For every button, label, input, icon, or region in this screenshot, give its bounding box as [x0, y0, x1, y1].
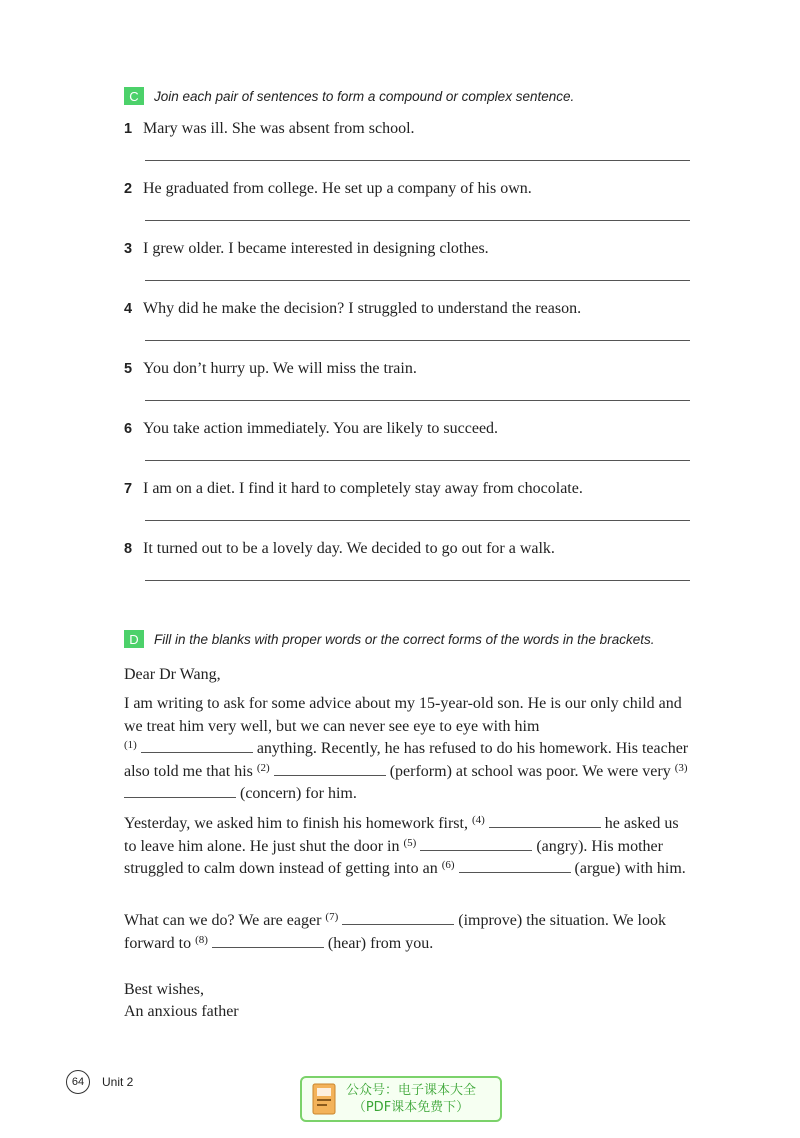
item-sentence: I am on a diet. I find it hard to completely stay away from chocolate.	[143, 480, 583, 497]
item-sentence: You don’t hurry up. We will miss the train.	[143, 360, 417, 377]
section-d-header	[124, 630, 654, 648]
letter-paragraph-2: Yesterday, we asked him to finish his homework first, $^{(4)}$ he asked us to leave him alone. He just shut the door in $^{(5)}$ (angry). His mother struggled to calm down instead of getting into an $^{(6)}$ (argue) with him.	[124, 814, 686, 877]
blank-number: (7)	[325, 911, 339, 923]
answer-line[interactable]	[145, 220, 690, 221]
letter-salutation: Dear Dr Wang,	[124, 666, 221, 683]
exercise-item	[124, 240, 690, 262]
item-number: 4	[124, 301, 133, 317]
answer-line[interactable]	[145, 460, 690, 461]
letter-paragraph-1: I am writing to ask for some advice about my 15-year-old son. He is our only child and we treat him very well, but we can never see eye to eye with him $^{(1)}$ anything. Recently, he has refused to do his homework. His teacher also told me that his $^{(2)}$ (perform) at school was poor. We were very $^{(3)}$ (concern) for him.	[124, 695, 689, 802]
item-number: 3	[124, 241, 133, 257]
section-c-instruction: Join each pair of sentences to form a compound or complex sentence.	[154, 88, 575, 104]
watermark-stamp	[300, 1076, 502, 1122]
section-c-header	[124, 87, 574, 105]
item-sentence: Why did he make the decision? I struggled to understand the reason.	[143, 300, 582, 317]
blank-5[interactable]	[420, 836, 532, 851]
letter-paragraph-3: What can we do? We are eager $^{(7)}$ (improve) the situation. We look forward to $^{(8)}$ (hear) from you.	[124, 911, 666, 952]
blank-number: (5)	[403, 836, 417, 849]
item-number: 6	[124, 421, 133, 437]
exercise-item	[124, 540, 690, 562]
section-c-badge: C	[124, 87, 144, 105]
blank-number: (1)	[124, 739, 137, 751]
item-number: 8	[124, 541, 133, 557]
exercise-item	[124, 180, 690, 202]
item-sentence: Mary was ill. She was absent from school.	[143, 120, 415, 137]
letter-closing: Best wishes,	[124, 981, 204, 998]
answer-line[interactable]	[145, 280, 690, 281]
blank-number: (2)	[256, 761, 270, 774]
section-d-instruction: Fill in the blanks with proper words or the correct forms of the words in the brackets.	[154, 631, 655, 647]
exercise-item	[124, 360, 690, 382]
item-sentence: I grew older. I became interested in designing clothes.	[143, 240, 489, 257]
blank-number: (3)	[674, 761, 688, 774]
blank-1[interactable]	[141, 738, 253, 753]
answer-line[interactable]	[145, 520, 690, 521]
item-sentence: He graduated from college. He set up a company of his own.	[143, 180, 532, 197]
exercise-item	[124, 420, 690, 442]
book-icon	[312, 1083, 336, 1115]
section-d-badge: D	[124, 630, 144, 648]
answer-line[interactable]	[145, 580, 690, 581]
item-number: 1	[124, 121, 133, 137]
unit-label: Unit 2	[102, 1075, 134, 1089]
blank-4[interactable]	[489, 813, 601, 828]
answer-line[interactable]	[145, 160, 690, 161]
stamp-line-2: （PDF课本免费下）	[352, 1100, 470, 1115]
letter-signature: An anxious father	[124, 1003, 239, 1020]
stamp-line-1: 公众号：电子课本大全	[346, 1083, 477, 1098]
exercise-item	[124, 480, 690, 502]
blank-7[interactable]	[342, 910, 454, 925]
answer-line[interactable]	[145, 400, 690, 401]
blank-number: (4)	[471, 814, 485, 826]
page-footer	[66, 1070, 133, 1094]
exercise-item	[124, 120, 690, 142]
item-number: 2	[124, 181, 133, 197]
answer-line[interactable]	[145, 340, 690, 341]
item-sentence: You take action immediately. You are likely to succeed.	[143, 420, 499, 437]
exercise-item	[124, 300, 690, 322]
blank-2[interactable]	[274, 761, 386, 776]
item-sentence: It turned out to be a lovely day. We decided to go out for a walk.	[143, 540, 555, 557]
item-number: 7	[124, 481, 133, 497]
page-number: 64	[66, 1070, 90, 1094]
blank-6[interactable]	[459, 858, 571, 873]
blank-3[interactable]	[124, 783, 236, 798]
blank-8[interactable]	[212, 933, 324, 948]
item-number: 5	[124, 361, 133, 377]
blank-number: (8)	[195, 933, 208, 946]
blank-number: (6)	[441, 859, 455, 871]
